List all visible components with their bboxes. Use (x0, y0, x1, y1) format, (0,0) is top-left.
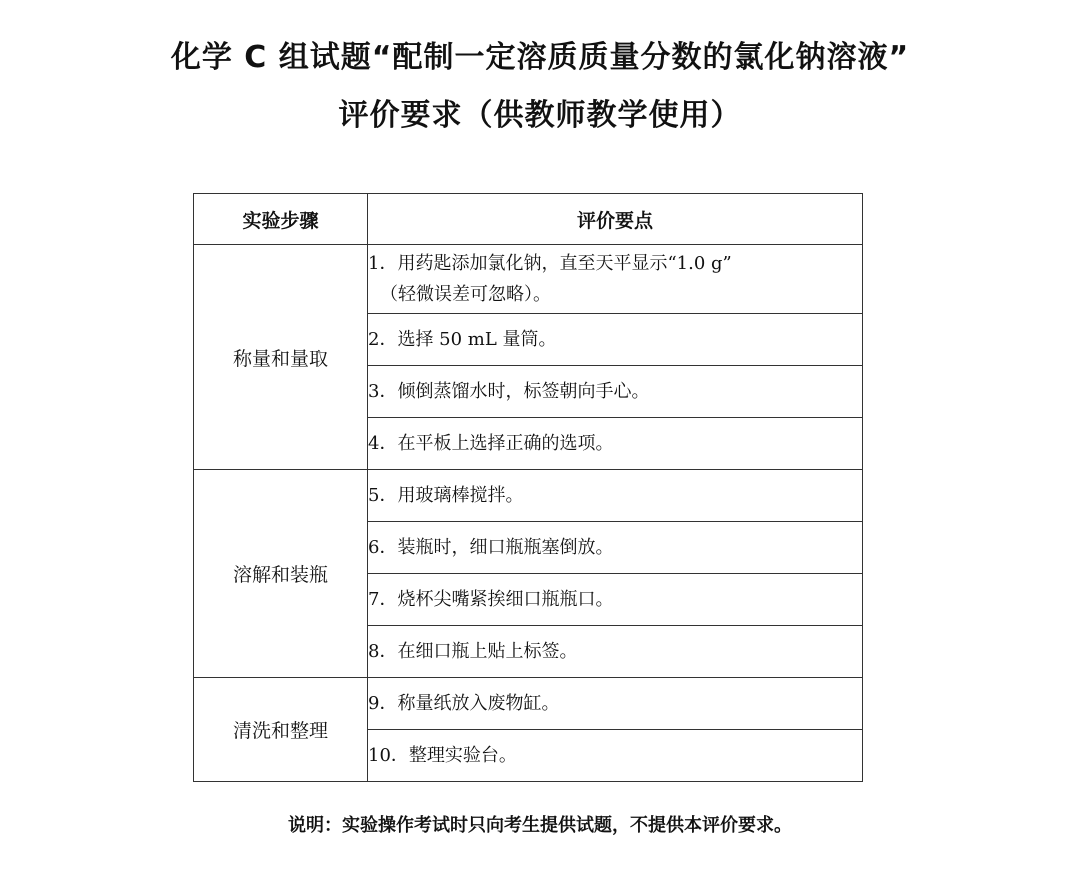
point-text-continued: （轻微误差可忽略）。 (380, 284, 551, 305)
table-row (194, 470, 863, 522)
point-number: 10． (368, 745, 409, 766)
table-header-row (194, 194, 863, 245)
point-text: 整理实验台。 (408, 745, 517, 766)
table-row (194, 678, 863, 730)
point-text: 在细口瓶上贴上标签。 (397, 641, 578, 662)
eval-point-9 (368, 678, 863, 730)
point-number: 8． (368, 641, 398, 662)
eval-point-5 (368, 470, 863, 522)
eval-point-8 (368, 626, 863, 678)
point-number: 6． (368, 537, 398, 558)
document-title-line-2: 评价要求（供教师教学使用） (338, 98, 742, 133)
table-row (194, 245, 863, 314)
point-number: 9． (368, 693, 398, 714)
point-number: 7． (368, 589, 398, 610)
point-number: 2． (368, 329, 398, 350)
point-text: 用药匙添加氯化钠，直至天平显示“1.0 g” (397, 253, 732, 274)
eval-point-6 (368, 522, 863, 574)
evaluation-table (193, 193, 863, 782)
header-points: 评价要点 (368, 194, 863, 245)
eval-point-2 (368, 314, 863, 366)
point-text: 选择 50 mL 量筒。 (397, 329, 557, 350)
point-number: 5． (368, 485, 398, 506)
point-text: 称量纸放入废物缸。 (397, 693, 560, 714)
eval-point-10 (368, 730, 863, 782)
step-weigh-measure: 称量和量取 (194, 245, 368, 470)
document-title-line-1: 化学 C 组试题“配制一定溶质质量分数的氯化钠溶液” (170, 40, 910, 75)
point-text: 在平板上选择正确的选项。 (397, 433, 614, 454)
point-number: 4． (368, 433, 398, 454)
point-number: 3． (368, 381, 398, 402)
footnote-note: 说明：实验操作考试时只向考生提供试题，不提供本评价要求。 (288, 815, 792, 836)
eval-point-4 (368, 418, 863, 470)
eval-point-3 (368, 366, 863, 418)
point-text: 装瓶时，细口瓶瓶塞倒放。 (397, 537, 614, 558)
step-clean-tidy: 清洗和整理 (194, 678, 368, 782)
point-text: 烧杯尖嘴紧挨细口瓶瓶口。 (397, 589, 614, 610)
step-dissolve-bottle: 溶解和装瓶 (194, 470, 368, 678)
eval-point-7 (368, 574, 863, 626)
point-text: 用玻璃棒搅拌。 (397, 485, 524, 506)
point-number: 1． (368, 253, 398, 274)
header-step: 实验步骤 (194, 194, 368, 245)
eval-point-1 (368, 245, 863, 314)
point-text: 倾倒蒸馏水时，标签朝向手心。 (397, 381, 650, 402)
